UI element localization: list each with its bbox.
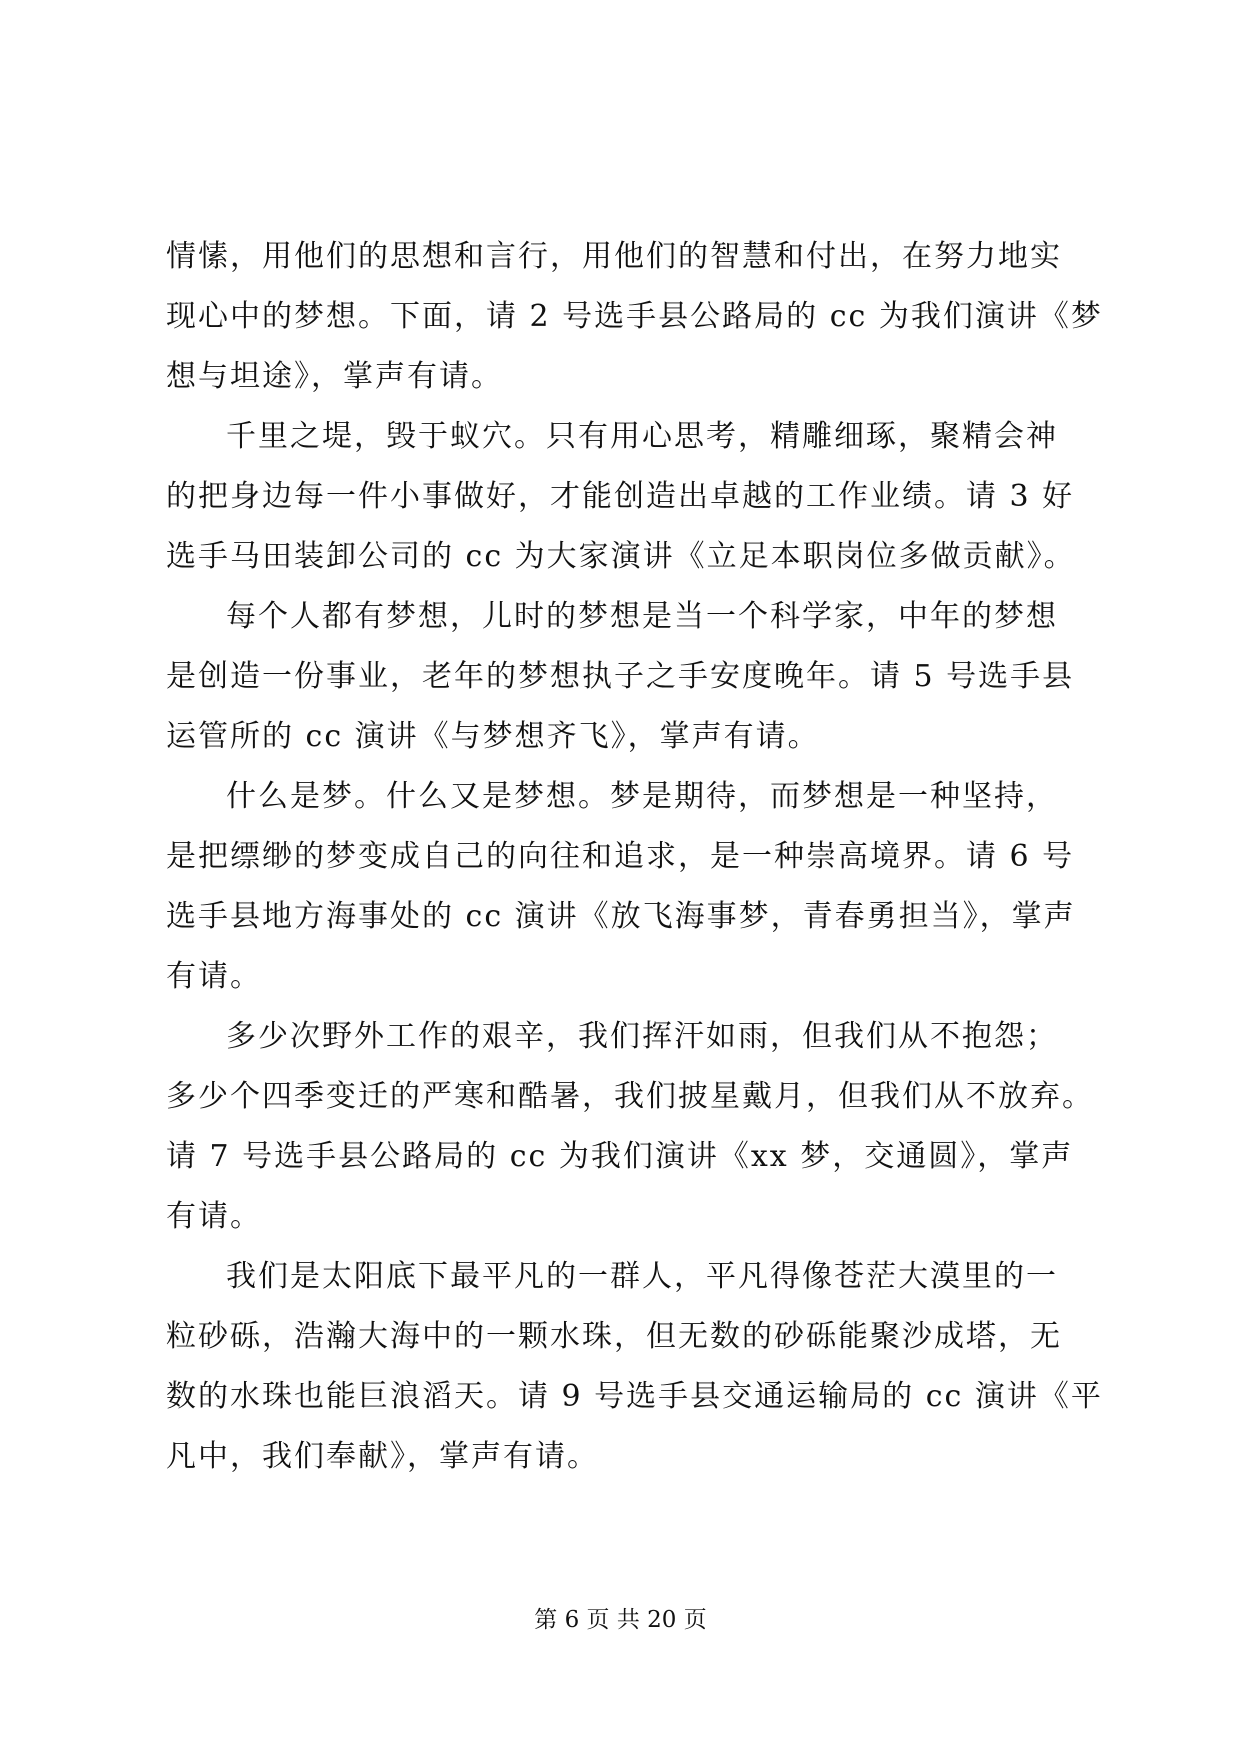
- text-line: 选手马田装卸公司的 cc 为大家演讲《立足本职岗位多做贡献》。: [166, 539, 1076, 574]
- paragraph-4: [166, 767, 1081, 1007]
- text-line: 多少次野外工作的艰辛，我们挥汗如雨，但我们从不抱怨；: [226, 1019, 1058, 1054]
- text-line: 千里之堤，毁于蚁穴。只有用心思考，精雕细琢，聚精会神: [226, 419, 1058, 454]
- text-line: 选手县地方海事处的 cc 演讲《放飞海事梦，青春勇担当》，掌声: [166, 899, 1076, 934]
- text-line: 是把缥缈的梦变成自己的向往和追求，是一种崇高境界。请 6 号: [166, 839, 1075, 874]
- document-body: [166, 227, 1103, 1487]
- text-line: 想与坦途》，掌声有请。: [166, 359, 503, 394]
- text-line: 什么是梦。什么又是梦想。梦是期待，而梦想是一种坚持，: [226, 779, 1058, 814]
- text-line: 多少个四季变迁的严寒和酷暑，我们披星戴月，但我们从不放弃。: [166, 1079, 1094, 1114]
- paragraph-5: [166, 1007, 1094, 1247]
- text-line: 情愫，用他们的思想和言行，用他们的智慧和付出，在努力地实: [166, 239, 1062, 274]
- text-line: 现心中的梦想。下面，请 2 号选手县公路局的 cc 为我们演讲《梦: [166, 299, 1103, 334]
- text-line: 粒砂砾，浩瀚大海中的一颗水珠，但无数的砂砾能聚沙成塔，无: [166, 1319, 1062, 1354]
- paragraph-3: [166, 587, 1081, 767]
- page-number-footer: 第 6 页 共 20 页: [534, 1607, 707, 1633]
- paragraph-1: [166, 227, 1103, 407]
- text-line: 有请。: [166, 959, 262, 994]
- text-line: 是创造一份事业，老年的梦想执子之手安度晚年。请 5 号选手县: [166, 659, 1075, 694]
- text-line: 请 7 号选手县公路局的 cc 为我们演讲《xx 梦，交通圆》，掌声: [166, 1139, 1074, 1174]
- text-line: 我们是太阳底下最平凡的一群人，平凡得像苍茫大漠里的一: [226, 1259, 1058, 1294]
- text-line: 凡中，我们奉献》，掌声有请。: [166, 1439, 599, 1474]
- text-line: 每个人都有梦想，儿时的梦想是当一个科学家，中年的梦想: [226, 599, 1058, 634]
- text-line: 运管所的 cc 演讲《与梦想齐飞》，掌声有请。: [166, 719, 820, 754]
- paragraph-2: [166, 407, 1081, 587]
- text-line: 的把身边每一件小事做好，才能创造出卓越的工作业绩。请 3 好: [166, 479, 1075, 514]
- text-line: 数的水珠也能巨浪滔天。请 9 号选手县交通运输局的 cc 演讲《平: [166, 1379, 1103, 1414]
- paragraph-6: [166, 1247, 1103, 1487]
- text-line: 有请。: [166, 1199, 262, 1234]
